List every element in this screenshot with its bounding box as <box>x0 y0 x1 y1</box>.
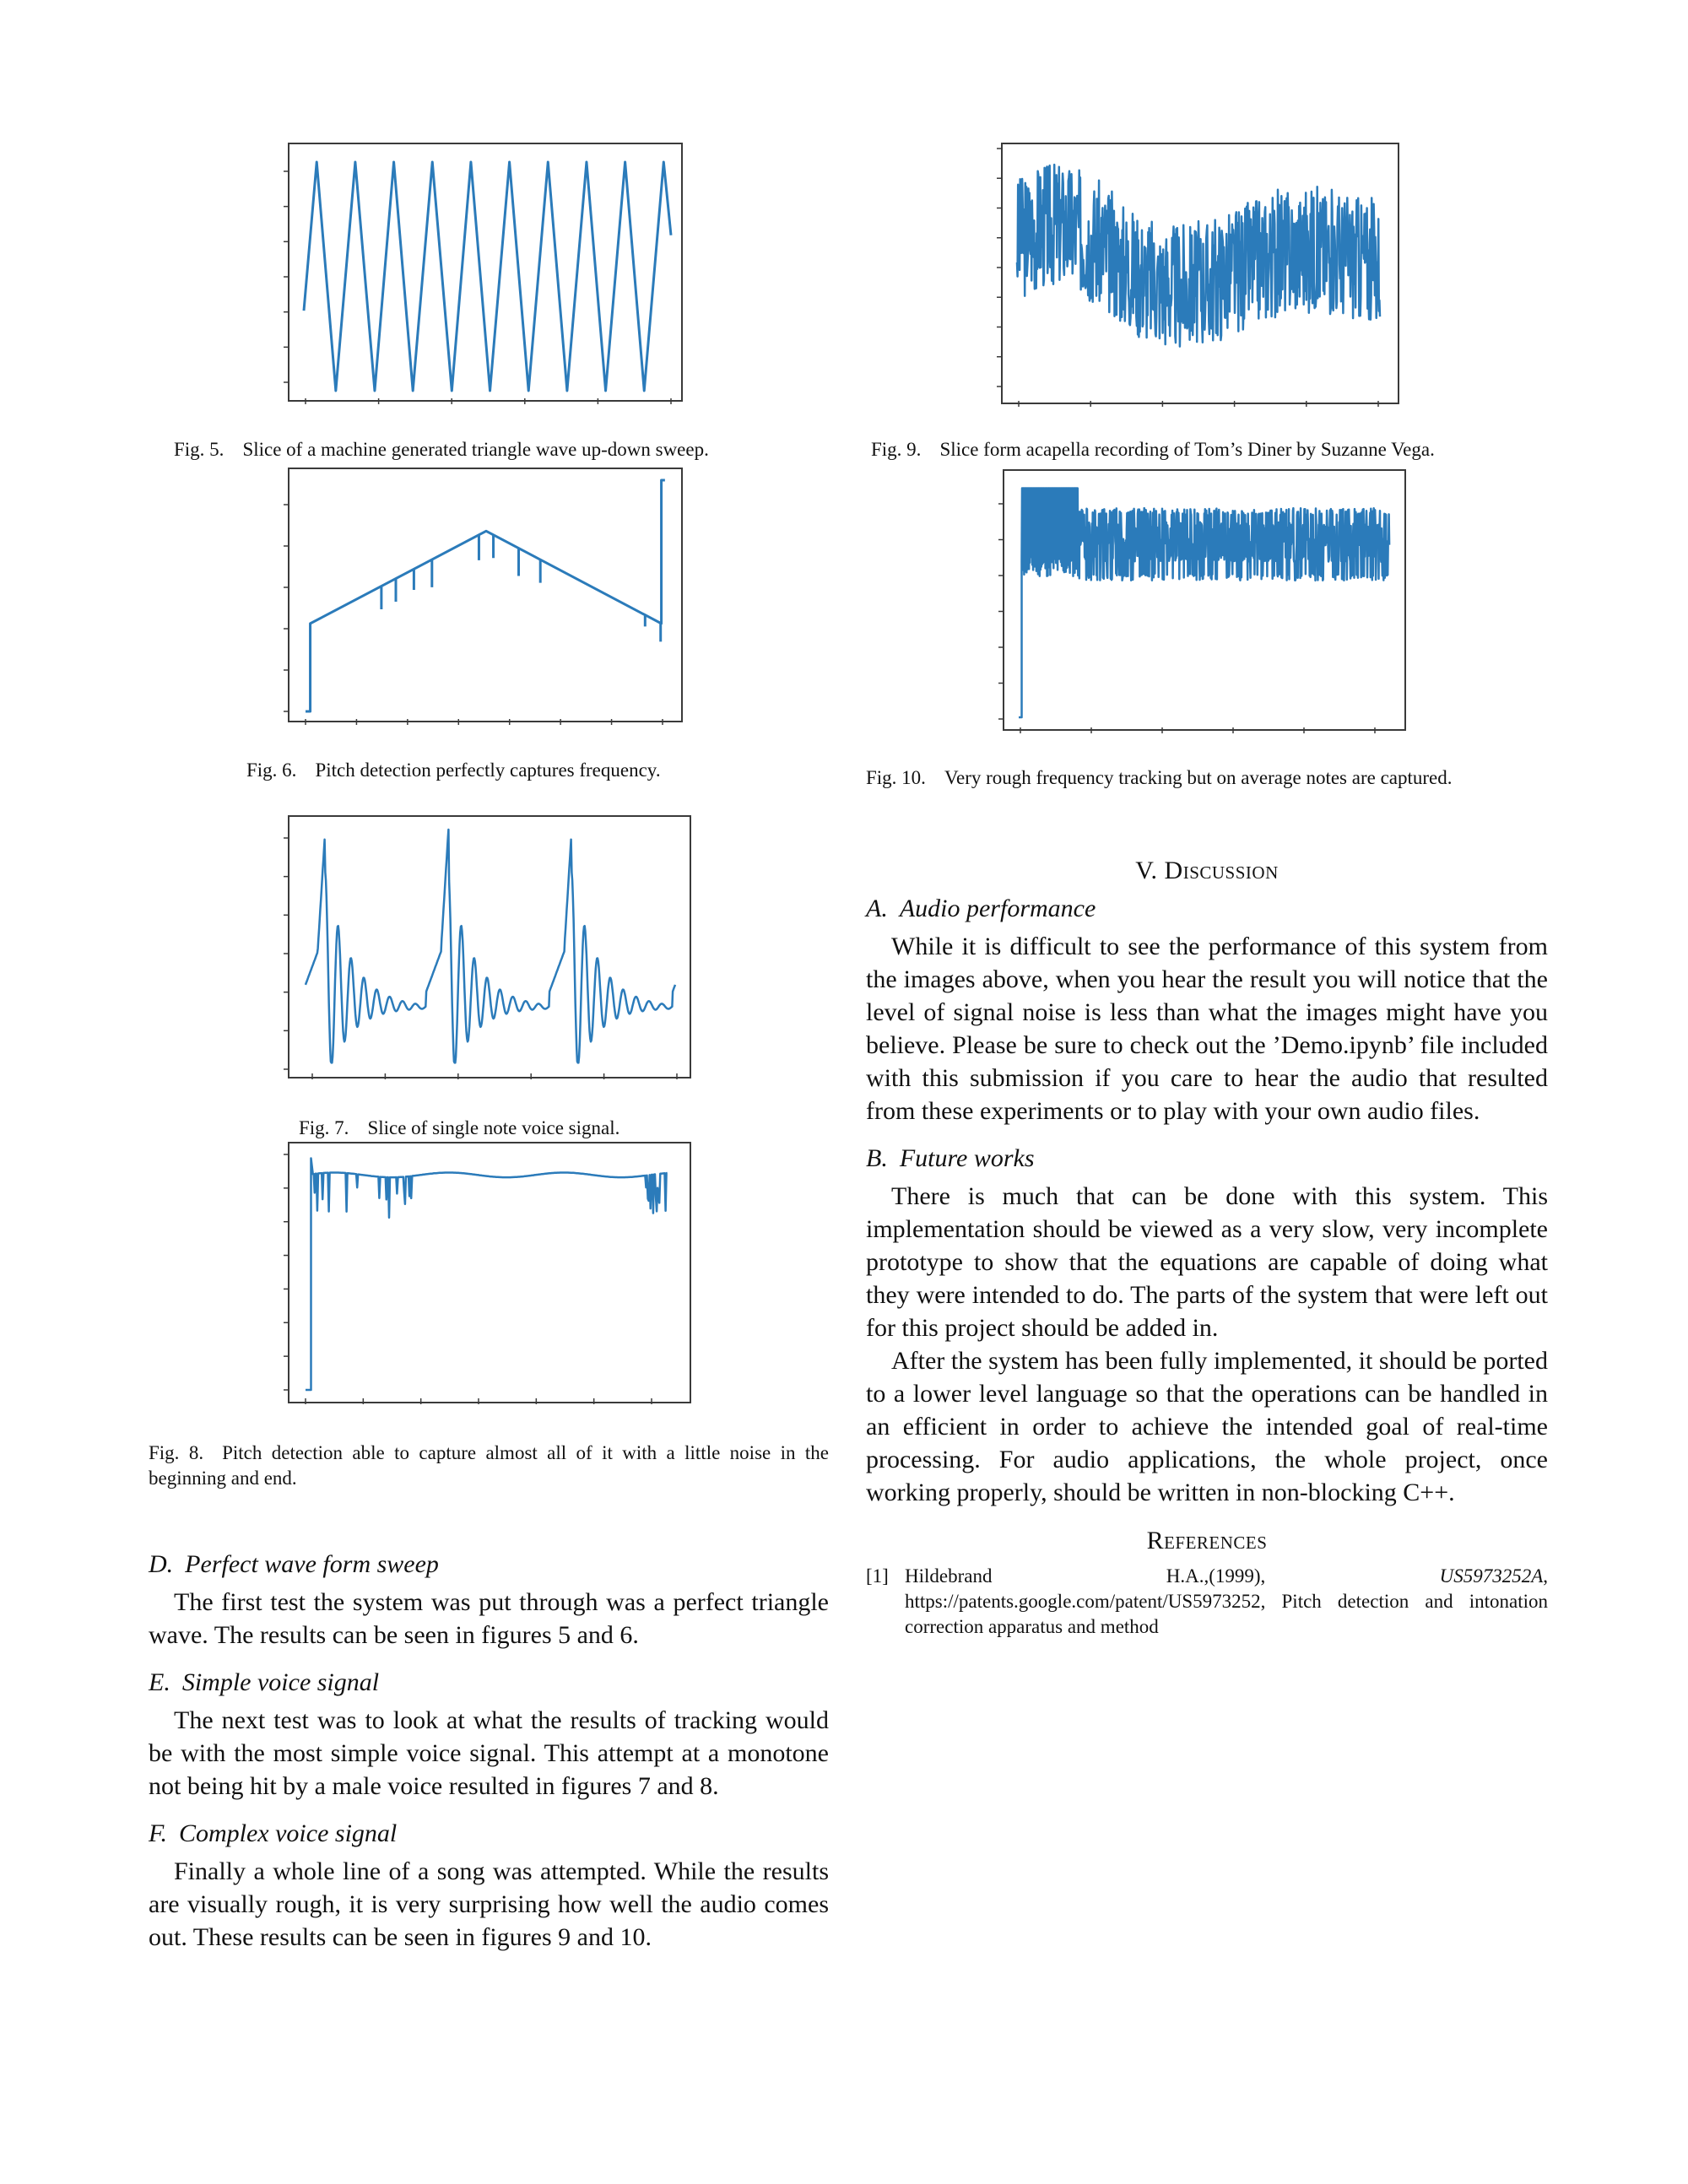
subsection-heading: A. Audio performance <box>866 895 1096 922</box>
section-b <box>866 1142 1548 1509</box>
subsection-heading: D. Perfect wave form sweep <box>149 1550 439 1578</box>
figure-8-caption: Fig. 8. Pitch detection able to capture almost all of it with a little noise in the beginning and end. <box>149 1442 829 1489</box>
reference-item: [1] Hildebrand H.A.,(1999), US5973252A, https://patents.google.com/patent/US5973252, Pitch detection and intonation correction apparatus and method <box>866 1565 1548 1637</box>
voice-waveform-chart <box>287 814 692 1080</box>
subsection-heading: B. Future works <box>866 1144 1035 1172</box>
triangle-wave-chart <box>287 142 684 403</box>
figure-9-caption: Fig. 9. Slice form acapella recording of Tom’s Diner by Suzanne Vega. <box>871 439 1435 460</box>
figure-6-caption: Fig. 6. Pitch detection perfectly captures frequency. <box>246 760 661 781</box>
figure-8-plot <box>287 1141 692 1407</box>
paragraph: While it is difficult to see the performance of this system from the images above, when you hear the result you will notice that the level of signal noise is less than what the images might have you believe. Please be sure to check out the ’Demo.ipynb’ file included with this submission if you care to hear the audio that resulted from these experiments or to play with your own audio files. <box>866 933 1548 1125</box>
paragraph: After the system has been fully implemented, it should be ported to a lower level language so that the operations can be handled in an efficient in order to achieve the intended goal of real-time processing. For audio applications, the whole project, once working properly, should be written in non-blocking C++. <box>866 1347 1548 1506</box>
section-f <box>149 1817 829 1954</box>
figure-7-caption: Fig. 7. Slice of single note voice signal. <box>299 1117 620 1138</box>
figure-10-plot <box>1002 468 1407 734</box>
section-d <box>149 1548 829 1652</box>
audio-waveform-chart <box>1000 142 1401 408</box>
paragraph: The next test was to look at what the results of tracking would be with the most simple voice signal. This attempt at a monotone not being hit by a male voice resulted in figures 7 and 8. <box>149 1706 829 1800</box>
left-column-text <box>149 1548 829 1954</box>
figure-5-caption: Fig. 5. Slice of a machine generated triangle wave up-down sweep. <box>174 439 709 460</box>
figure-10-caption: Fig. 10. Very rough frequency tracking but on average notes are captured. <box>866 767 1453 788</box>
song-pitch-chart <box>1002 468 1407 734</box>
subsection-heading: E. Simple voice signal <box>149 1668 380 1696</box>
figure-5-plot <box>287 142 684 403</box>
figure-6-plot <box>287 467 684 724</box>
subsection-heading: F. Complex voice signal <box>149 1819 398 1847</box>
paragraph: The first test the system was put through was a perfect triangle wave. The results can be seen in figures 5 and 6. <box>149 1588 829 1649</box>
right-column-text <box>866 854 1548 1640</box>
voice-pitch-chart <box>287 1141 692 1407</box>
pitch-sweep-chart <box>287 467 684 724</box>
section-e <box>149 1666 829 1803</box>
paragraph: Finally a whole line of a song was attempted. While the results are visually rough, it is very surprising how well the audio comes out. These results can be seen in figures 9 and 10. <box>149 1857 829 1951</box>
figure-7-plot <box>287 814 692 1080</box>
figure-9-plot <box>1000 142 1401 408</box>
paragraph: There is much that can be done with this system. This implementation should be viewed as a very slow, very incomplete prototype to show that the equations are capable of doing what they were intended to do. The parts of the system that were left out for this project should be added in. <box>866 1182 1548 1342</box>
section-title-discussion: V. Discussion <box>1135 857 1279 884</box>
section-title-references: References <box>1146 1527 1268 1554</box>
section-a <box>866 892 1548 1127</box>
